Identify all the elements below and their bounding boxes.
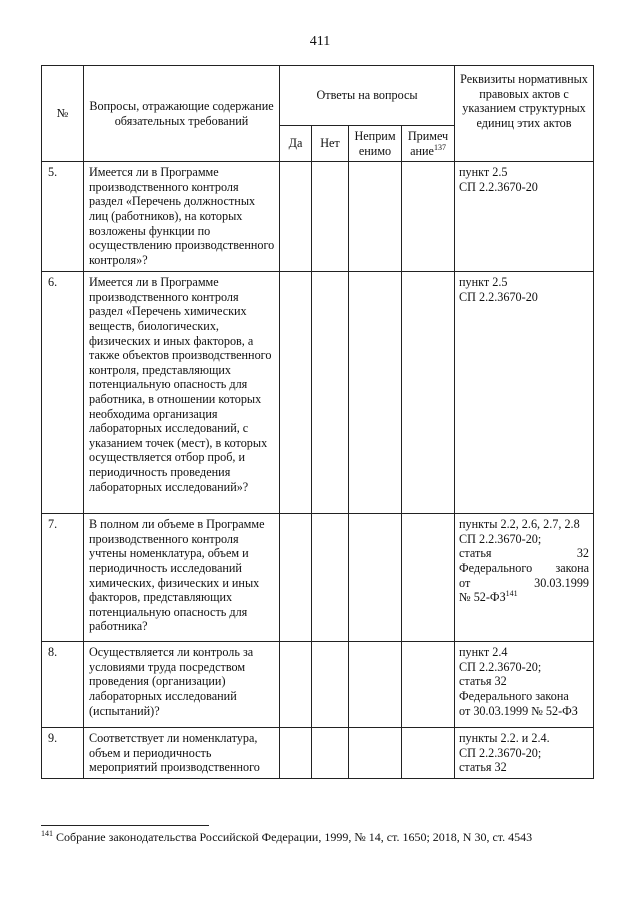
req-word: 32: [576, 546, 590, 561]
answer-yes-cell: [280, 728, 312, 779]
req-line: [459, 590, 589, 605]
req-line: СП 2.2.3670-20;: [459, 659, 542, 674]
footnote-text: Собрание законодательства Российской Федерации, 1999, № 14, ст. 1650; 2018, N 30, ст. 4543: [53, 830, 533, 844]
row-requisites: [455, 728, 594, 779]
req-line: Федерального закона: [459, 688, 569, 703]
req-word: Федерального: [459, 560, 533, 575]
header-answer-note-label: Примеч ание: [407, 129, 449, 158]
req-line: [459, 576, 589, 591]
answer-note-cell: [402, 162, 455, 272]
row-question: В полном ли объеме в Программе производственного контроля учтены номенклатура, объем и периодичность исследований химических, физических и иных факторов, представляющих потенциальную опасность для работника?: [84, 514, 280, 642]
page-number: 411: [309, 34, 331, 49]
answer-yes-cell: [280, 162, 312, 272]
footnote: [41, 830, 601, 845]
answer-no-cell: [312, 162, 349, 272]
table-row: [42, 642, 594, 728]
answer-note-cell: [402, 514, 455, 642]
footnote-ref-141: 141: [505, 589, 518, 599]
answer-na-cell: [349, 642, 402, 728]
answer-no-cell: [312, 514, 349, 642]
row-requisites: [455, 162, 594, 272]
req-line: СП 2.2.3670-20: [459, 179, 538, 194]
table-row: [42, 514, 594, 642]
row-requisites: [455, 272, 594, 514]
answer-note-cell: [402, 728, 455, 779]
req-word: 30.03.1999: [534, 575, 590, 590]
req-line: статья 32: [459, 760, 507, 775]
answer-na-cell: [349, 514, 402, 642]
footnote-divider: [41, 825, 209, 826]
header-row: [42, 66, 594, 126]
row-number: 5.: [42, 162, 84, 272]
checklist-table: [41, 65, 594, 779]
header-answers: Ответы на вопросы: [280, 66, 455, 126]
answer-na-cell: [349, 162, 402, 272]
row-requisites: [455, 514, 594, 642]
row-question: Осуществляется ли контроль за условиями труда посредством проведения (организации) лабораторных исследований (испытаний)?: [84, 642, 280, 728]
answer-yes-cell: [280, 272, 312, 514]
header-requisites: Реквизиты нормативных правовых актов с указанием структурных единиц этих актов: [455, 66, 594, 162]
req-line: [459, 546, 589, 561]
footnote-marker: 141: [41, 829, 53, 838]
req-word: от: [459, 575, 471, 590]
answer-na-cell: [349, 728, 402, 779]
answer-no-cell: [312, 642, 349, 728]
req-line: [459, 561, 589, 576]
row-number: 8.: [42, 642, 84, 728]
row-question: Имеется ли в Программе производственного контроля раздел «Перечень должностных лиц (работников), на которых возложены функции по осуществлению производственного контроля»?: [84, 162, 280, 272]
table-row: [42, 728, 594, 779]
req-line: пункт 2.4: [459, 645, 508, 660]
footnote-ref-137: 137: [433, 142, 446, 152]
req-line: пункт 2.5: [459, 165, 508, 180]
row-number: 6.: [42, 272, 84, 514]
req-line: пункт 2.5: [459, 275, 508, 290]
table-row: [42, 272, 594, 514]
header-answer-na: Неприм енимо: [349, 126, 402, 162]
row-question: Соответствует ли номенклатура, объем и периодичность мероприятий производственного: [84, 728, 280, 779]
answer-note-cell: [402, 272, 455, 514]
answer-na-cell: [349, 272, 402, 514]
table-row: [42, 162, 594, 272]
row-number: 7.: [42, 514, 84, 642]
req-line: СП 2.2.3670-20;: [459, 531, 542, 546]
req-line: пункты 2.2, 2.6, 2.7, 2.8: [459, 517, 580, 532]
answer-no-cell: [312, 728, 349, 779]
req-line: СП 2.2.3670-20: [459, 289, 538, 304]
req-line: СП 2.2.3670-20;: [459, 745, 542, 760]
answer-yes-cell: [280, 642, 312, 728]
answer-note-cell: [402, 642, 455, 728]
header-answer-note: [402, 126, 455, 162]
req-line: от 30.03.1999 № 52-ФЗ: [459, 703, 578, 718]
row-number: 9.: [42, 728, 84, 779]
answer-no-cell: [312, 272, 349, 514]
header-number: №: [42, 66, 84, 162]
req-word: статья: [459, 546, 492, 561]
req-word: закона: [555, 560, 590, 575]
req-word: № 52-ФЗ: [459, 590, 506, 605]
row-requisites: [455, 642, 594, 728]
row-question: Имеется ли в Программе производственного контроля раздел «Перечень химических веществ, биологических, физических и иных факторов, а также объектов производственного контроля, представляющих потенциальную опасность для работника, в отношении которых необходима организация лабораторных исследований, с указанием точек (мест), в которых осуществляется отбор проб, и периодичность проведения лабораторных исследований»?: [84, 272, 280, 514]
req-line: пункты 2.2. и 2.4.: [459, 731, 550, 746]
answer-yes-cell: [280, 514, 312, 642]
header-answer-no: Нет: [312, 126, 349, 162]
header-questions: Вопросы, отражающие содержание обязательных требований: [84, 66, 280, 162]
header-answer-yes: Да: [280, 126, 312, 162]
req-line: статья 32: [459, 674, 507, 689]
